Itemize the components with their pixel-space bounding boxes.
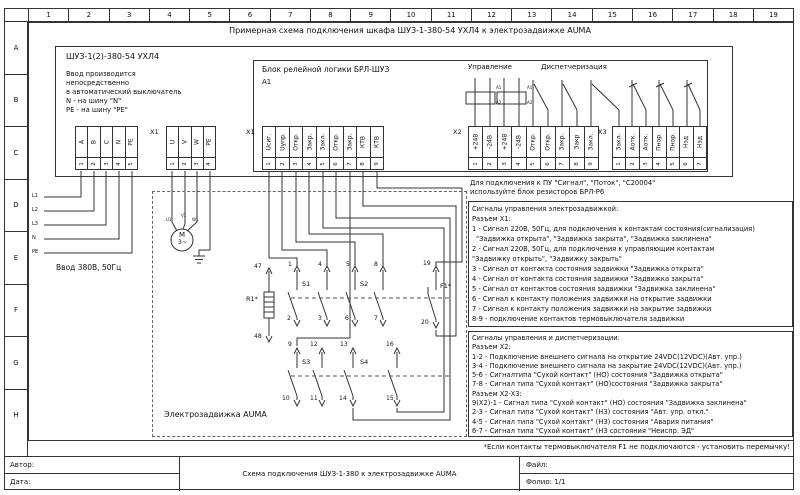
input-line-l1: L1 [32, 193, 38, 199]
terminal-cell [356, 126, 370, 170]
terminal-number: 4 [306, 162, 313, 166]
terminal-label: +24В [472, 133, 480, 151]
terminal-number: 5 [530, 162, 537, 166]
info-line: Разъем X2-X3: [472, 389, 522, 398]
terminal-cell [75, 126, 88, 170]
pin-label-47: 47 [254, 263, 262, 270]
terminal-label: Откр. [332, 133, 340, 151]
pin-label-9: 9 [288, 341, 292, 348]
terminal-cell [166, 126, 179, 170]
strip-x1s-name: X1 [246, 128, 255, 136]
footnote: *Если контакты термовыключателя F1 не подключаются - установить перемычку! [483, 443, 790, 451]
terminal-cell [639, 126, 653, 170]
ruler-col: 7 [271, 9, 311, 21]
terminal-label: Uсиг. [265, 133, 273, 151]
info-line: 2 - Сигнал 220В, 50Гц, для подключения к управляющим контактам [472, 245, 715, 253]
terminal-number: 2 [91, 162, 98, 166]
ruler-row: E [5, 232, 27, 285]
terminal-strip-x2 [468, 126, 599, 170]
terminal-number: 7 [696, 162, 703, 166]
info-line: 1-2 - Подключение внешнего сигнала на открытие 24VDC(12VDC)(Авт. упр.) [472, 352, 742, 361]
terminal-number: 5 [128, 162, 135, 166]
signals-info-box-x1 [468, 201, 793, 327]
component-r1-label: R1* [246, 295, 258, 303]
pin-label-19: 19 [423, 260, 431, 267]
terminal-number: 3 [501, 162, 508, 166]
strip-x1p-name: X1 [150, 128, 159, 136]
info-line: 2-3 - Сигнал типа "Сухой контакт" (НЗ) состояния "Авт. упр. откл." [472, 408, 709, 417]
coil2-a2-label: А2 [527, 100, 533, 105]
pin-label-6: 6 [345, 315, 349, 322]
document-title: Схема подключения ШУЗ-1-380 к электрозадвижке AUMA [180, 457, 520, 491]
terminal-number: 7 [559, 162, 566, 166]
pin-label-2: 2 [287, 315, 291, 322]
terminal-cell [679, 126, 693, 170]
terminal-label: Пнор. [669, 133, 677, 151]
pin-label-13: 13 [340, 341, 348, 348]
terminal-label: Нэд [696, 136, 704, 148]
title-block-left [4, 457, 180, 491]
terminal-label: Аотк. [629, 133, 637, 151]
pin-label-20: 20 [421, 319, 429, 326]
terminal-label: Пнор. [655, 133, 663, 151]
terminal-number: 4 [206, 162, 213, 166]
terminal-number: 8 [360, 162, 367, 166]
terminal-cell [125, 126, 138, 170]
pin-label-4: 4 [318, 261, 322, 268]
terminal-label: Закр. [346, 133, 354, 151]
title-block [4, 456, 794, 490]
ruler-row: C [5, 127, 27, 180]
input-line-pe: PE [32, 249, 39, 255]
terminal-strip-input [75, 126, 138, 170]
ruler-row: B [5, 75, 27, 128]
pin-label-12: 12 [310, 341, 318, 348]
terminal-cell [178, 126, 191, 170]
terminal-cell [555, 126, 570, 170]
ruler-row: A [5, 22, 27, 75]
terminal-label: РЕ [127, 138, 135, 146]
terminal-label: Закр. [558, 133, 566, 151]
terminal-label: Закл. [615, 133, 623, 151]
info-line: 6-7 - Сигнал типа "Сухой контакт" (НЗ состояния "Неиспр. ЭД" [472, 426, 695, 435]
info-line: 3-4 - Подключение внешнего сигнала на закрытие 24VDC(12VDC)(Авт. упр.) [472, 361, 742, 370]
brl-title: Блок релейной логики БРЛ-ШУЗ [262, 65, 390, 74]
auma-valve-label: Электрозадвижка AUMA [164, 410, 267, 419]
terminal-number: 1 [616, 162, 623, 166]
terminal-number: 4 [656, 162, 663, 166]
terminal-label: Откр. [544, 133, 552, 151]
terminal-cell [100, 126, 113, 170]
terminal-number: 3 [643, 162, 650, 166]
terminal-number: 6 [333, 162, 340, 166]
strip-x2-name: X2 [453, 128, 462, 136]
terminal-number: 3 [194, 162, 201, 166]
terminal-label: Закр [573, 134, 581, 150]
terminal-cell [511, 126, 526, 170]
terminal-label: Аотк. [642, 133, 650, 151]
author-field: Автор: [4, 457, 179, 474]
info-line: Сигналы управления и диспетчеризации: [472, 334, 620, 342]
input-label: Ввод 380В, 50Гц [56, 263, 122, 272]
terminal-label: С [103, 139, 111, 145]
terminal-cell [289, 126, 303, 170]
motor-terminal-w1: W1 [192, 217, 199, 222]
motor-terminal-u1: U1 [166, 217, 172, 222]
cabinet-note-5: РЕ - на шину "РЕ" [66, 106, 128, 114]
title-block-right [520, 457, 794, 491]
terminal-cell [316, 126, 330, 170]
ruler-col: 12 [472, 9, 512, 21]
terminal-label: -24В [486, 135, 494, 149]
terminal-number: 5 [319, 162, 326, 166]
terminal-cell [87, 126, 100, 170]
pin-label-3: 3 [318, 315, 322, 322]
motor-terminal-v1: V1 [181, 213, 187, 218]
motor-letter: M [179, 231, 186, 239]
ruler-col: 6 [230, 9, 270, 21]
terminal-number: 2 [181, 162, 188, 166]
ruler-row: F [5, 285, 27, 338]
component-s3-label: S3 [302, 358, 311, 366]
cabinet-note-2: непосредственно [66, 79, 130, 87]
info-line: Сигналы управления электрозадвижкой: [472, 205, 619, 213]
component-s2-label: S2 [360, 280, 369, 288]
terminal-label: -24В [515, 135, 523, 149]
ruler-col: 2 [69, 9, 109, 21]
ruler-col: 15 [593, 9, 633, 21]
terminal-cell [497, 126, 512, 170]
terminal-number: 3 [293, 162, 300, 166]
pin-label-8: 8 [374, 261, 378, 268]
ruler-col: 10 [391, 9, 431, 21]
section-control-label: Управление [468, 63, 512, 71]
ruler-col: 13 [512, 9, 552, 21]
input-wires [44, 171, 132, 253]
ruler-col: 17 [673, 9, 713, 21]
terminal-cell [262, 126, 276, 170]
coil1-a2-label: А2 [496, 100, 502, 105]
terminal-cell [569, 126, 584, 170]
terminal-label: В [90, 139, 98, 145]
folio-field: Фолио: 1/1 [526, 478, 566, 486]
ruler-col: 5 [190, 9, 230, 21]
pin-label-15: 15 [386, 395, 394, 402]
terminal-number: 1 [78, 162, 85, 166]
ruler-col: 11 [432, 9, 472, 21]
info-line: 9(X2)-1 - Сигнал типа "Сухой контакт" (НО) состояния "Задвижка заклинена" [472, 399, 747, 408]
file-field: Файл: [520, 457, 794, 474]
ruler-col: 18 [714, 9, 754, 21]
component-s4-label: S4 [360, 358, 369, 366]
terminal-number: 1 [169, 162, 176, 166]
info-line: 1 - Сигнал 220В, 50Гц, для подключения к контактам состояния(сигнализация) [472, 225, 755, 233]
terminal-label: Нэд [682, 136, 690, 148]
pu-note-line2: используйте блок резисторов БРЛ-Р6 [470, 188, 605, 196]
signals-info-box-x2-x3 [468, 331, 793, 437]
terminal-cell [612, 126, 626, 170]
pin-label-14: 14 [339, 395, 347, 402]
info-line: Разъем X2: [472, 343, 511, 352]
terminal-number: 9 [588, 162, 595, 166]
date-field: Дата: [10, 478, 31, 486]
terminal-label: W [193, 139, 201, 145]
terminal-cell [191, 126, 204, 170]
section-dispatch-label: Диспетчеризация [541, 63, 607, 71]
component-f1-label: F1* [440, 282, 452, 290]
terminal-label: U [169, 139, 177, 145]
terminal-cell [584, 126, 599, 170]
terminal-number: 1 [266, 162, 273, 166]
ruler-col: 8 [311, 9, 351, 21]
info-line: 4-5 - Сигнал типа "Сухой контакт" (НЗ) состояния "Авария питания" [472, 417, 714, 426]
input-line-n: N [32, 235, 36, 241]
terminal-cell [666, 126, 680, 170]
info-line: 5 - Сигнал от контактов состояния задвижки "Задвижка заклинена" [472, 285, 716, 293]
pin-label-1: 1 [288, 261, 292, 268]
ruler-col: 9 [351, 9, 391, 21]
cabinet-note-4: N - на шину "N" [66, 97, 122, 105]
input-line-l3: L3 [32, 221, 38, 227]
terminal-label: Откр. [529, 133, 537, 151]
motor-phase: 3~ [178, 239, 187, 246]
terminal-label: Uупр. [279, 133, 287, 151]
terminal-number: 2 [487, 162, 494, 166]
info-line: 8-9 - подключение контактов термовыключателя задвижки [472, 315, 685, 323]
ruler-col: 14 [552, 9, 592, 21]
terminal-label: N [115, 139, 123, 145]
ruler-col: 4 [150, 9, 190, 21]
terminal-label: Закл. [319, 133, 327, 151]
terminal-strip-x1-signals [262, 126, 384, 170]
terminal-label: V [181, 139, 189, 145]
terminal-cell [482, 126, 497, 170]
coil2-a1-label: А1 [527, 85, 533, 90]
terminal-number: 6 [544, 162, 551, 166]
info-line: 7 - Сигнал к контакту положения задвижки на закрытие задвижки [472, 305, 712, 313]
ruler-row: G [5, 337, 27, 390]
info-line: Разъем X1: [472, 215, 511, 223]
terminal-number: 1 [472, 162, 479, 166]
terminal-cell [468, 126, 483, 170]
pin-label-48: 48 [254, 333, 262, 340]
pin-label-10: 10 [282, 395, 290, 402]
pin-label-11: 11 [310, 395, 318, 402]
pin-label-7: 7 [374, 315, 378, 322]
ruler-col: 19 [768, 11, 778, 19]
terminal-label: РЕ [205, 138, 213, 146]
terminal-number: 4 [516, 162, 523, 166]
terminal-cell [112, 126, 125, 170]
brl-ref: А1 [262, 78, 272, 86]
terminal-label: Закл. [587, 133, 595, 151]
terminal-cell [203, 126, 216, 170]
info-line: 4 - Сигнал от контакта состояния задвижки "Задвижка закрыта" [472, 275, 704, 283]
terminal-label: +24В [501, 133, 509, 151]
terminal-cell [275, 126, 289, 170]
cabinet-model: ШУЗ-1(2)-380-54 УХЛ4 [66, 52, 160, 61]
terminal-label: КТВ [373, 135, 381, 149]
terminal-cell [693, 126, 707, 170]
terminal-number: 2 [279, 162, 286, 166]
terminal-cell [652, 126, 666, 170]
terminal-cell [625, 126, 639, 170]
ruler-col: 3 [110, 9, 150, 21]
sheet-title: Примерная схема подключения шкафа ШУЗ-1-380-54 УХЛ4 к электрозадвижке AUMA [229, 26, 591, 35]
terminal-cell [302, 126, 316, 170]
info-line: "Задвижку открыть", "Задвижку закрыть" [472, 255, 622, 263]
info-line: 7-8 - Сигнал типа "Сухой контакт" (НО)состояния "Задвижка закрыта" [472, 380, 723, 389]
info-line: 5-6 - Сигналтипа "Сухой контакт" (НО) состояния "Задвижка открыта" [472, 371, 723, 380]
terminal-number: 9 [373, 162, 380, 166]
strip-x3-name: X3 [598, 128, 607, 136]
terminal-number: 2 [629, 162, 636, 166]
terminal-label: Закр. [306, 133, 314, 151]
terminal-number: 3 [103, 162, 110, 166]
terminal-label: КТВ [359, 135, 367, 149]
info-line: "Задвижка открыта", "Задвижка закрыта", "Задвижка заклинена" [476, 235, 712, 243]
cabinet-note-3: в автоматический выключатель [66, 88, 182, 96]
pin-label-16: 16 [386, 341, 394, 348]
info-line: 6 - Сигнал к контакту положения задвижки на открытие задвижки [472, 295, 712, 303]
terminal-cell [370, 126, 384, 170]
pin-label-5: 5 [346, 261, 350, 268]
info-line: 3 - Сигнал от контакта состояния задвижки "Задвижка открыта" [472, 265, 704, 273]
terminal-number: 5 [669, 162, 676, 166]
terminal-cell [526, 126, 541, 170]
terminal-number: 7 [346, 162, 353, 166]
component-s1-label: S1 [302, 280, 311, 288]
coil1-a1-label: А1 [496, 85, 502, 90]
ruler-row: D [5, 180, 27, 233]
terminal-strip-x3 [612, 126, 707, 170]
ruler-col: 1 [29, 9, 69, 21]
ruler-col: 16 [633, 9, 673, 21]
terminal-strip-x1-power [166, 126, 216, 170]
terminal-label: А [78, 139, 86, 145]
terminal-number: 6 [683, 162, 690, 166]
terminal-number: 4 [115, 162, 122, 166]
input-line-l2: L2 [32, 207, 38, 213]
terminal-cell [343, 126, 357, 170]
terminal-number: 8 [573, 162, 580, 166]
terminal-cell [329, 126, 343, 170]
dispatch-contacts [533, 80, 700, 126]
terminal-label: Откр. [292, 133, 300, 151]
pu-note-line1: Для подключения к ПУ "Сигнал", "Поток", "С20004" [470, 179, 656, 187]
cabinet-note-1: Ввод производится [66, 70, 136, 78]
terminal-cell [540, 126, 555, 170]
ruler-row: H [13, 411, 19, 420]
